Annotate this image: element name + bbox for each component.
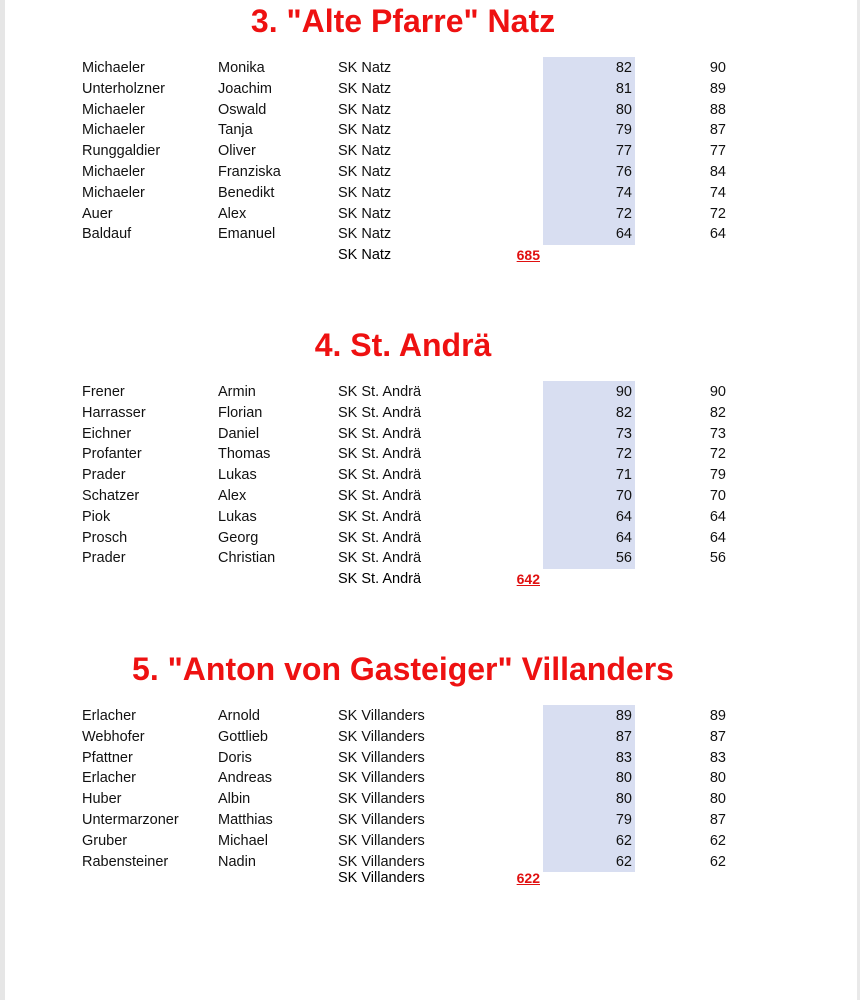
first-name-cell: Nadin <box>218 853 256 870</box>
last-name-cell: Profanter <box>82 446 142 463</box>
last-name-cell: Untermarzoner <box>82 812 179 828</box>
section-title: 5. "Anton von Gasteiger" Villanders <box>132 651 674 687</box>
club-cell: SK Villanders <box>338 812 425 828</box>
last-name-cell: Gruber <box>82 832 128 849</box>
first-name-cell: Joachim <box>218 80 272 97</box>
first-name-cell: Georg <box>218 529 259 546</box>
score-1-cell: 62 <box>615 853 632 870</box>
first-name-cell: Alex <box>218 205 247 222</box>
club-cell: SK Natz <box>338 122 392 139</box>
score-1-cell: 73 <box>615 425 632 442</box>
score-1-cell: 64 <box>615 529 632 546</box>
score-2-cell: 79 <box>709 467 726 484</box>
first-name-cell: Thomas <box>218 446 271 463</box>
score-1-cell: 82 <box>615 60 632 76</box>
club-cell: SK Villanders <box>338 832 425 849</box>
club-cell: SK Natz <box>338 184 392 201</box>
first-name-cell: Alex <box>218 488 247 504</box>
last-name-cell: Webhofer <box>82 728 145 745</box>
last-name-cell: Michaeler <box>82 184 145 201</box>
score-1-cell: 80 <box>615 791 632 808</box>
score-1-cell: 72 <box>615 446 632 463</box>
club-cell: SK St. Andrä <box>338 488 422 504</box>
team-total-row <box>0 569 860 590</box>
first-name-cell: Monika <box>218 60 265 76</box>
score-1-cell: 90 <box>615 384 632 400</box>
club-cell: SK Natz <box>338 205 392 222</box>
last-name-cell: Auer <box>82 205 113 222</box>
table-row <box>0 831 860 852</box>
score-2-cell: 80 <box>709 791 726 808</box>
total-club-cell: SK St. Andrä <box>338 571 422 588</box>
club-cell: SK Villanders <box>338 770 425 787</box>
table-row <box>0 100 860 121</box>
team-total-score: 642 <box>516 571 540 588</box>
first-name-cell: Daniel <box>218 425 260 442</box>
last-name-cell: Huber <box>82 791 122 808</box>
score-2-cell: 87 <box>709 728 726 745</box>
table-row <box>0 403 860 424</box>
last-name-cell: Runggaldier <box>82 143 161 160</box>
score-2-cell: 70 <box>709 488 726 504</box>
score-2-cell: 84 <box>709 164 726 180</box>
score-2-cell: 90 <box>709 384 726 400</box>
score-1-cell: 56 <box>615 550 632 567</box>
club-cell: SK St. Andrä <box>338 508 422 525</box>
score-1-cell: 62 <box>615 832 632 849</box>
last-name-cell: Michaeler <box>82 101 145 118</box>
first-name-cell: Oliver <box>218 143 256 160</box>
table-row <box>0 141 860 162</box>
last-name-cell: Frener <box>82 384 125 400</box>
score-1-cell: 83 <box>615 749 632 766</box>
score-2-cell: 62 <box>709 832 726 849</box>
score-2-cell: 89 <box>709 708 726 724</box>
club-cell: SK St. Andrä <box>338 425 422 442</box>
last-name-cell: Baldauf <box>82 226 132 243</box>
last-name-cell: Piok <box>82 508 111 525</box>
score-2-cell: 64 <box>709 226 726 243</box>
score-1-cell: 87 <box>615 728 632 745</box>
first-name-cell: Andreas <box>218 770 273 787</box>
table-row <box>0 789 860 810</box>
team-total-score: 685 <box>516 247 540 264</box>
score-1-cell: 79 <box>615 122 632 139</box>
last-name-cell: Schatzer <box>82 488 140 504</box>
score-1-cell: 70 <box>615 488 632 504</box>
table-row <box>0 810 860 831</box>
club-cell: SK Villanders <box>338 749 425 766</box>
table-row <box>0 58 860 79</box>
score-1-cell: 64 <box>615 508 632 525</box>
table-row <box>0 727 860 748</box>
first-name-cell: Lukas <box>218 508 257 525</box>
club-cell: SK Villanders <box>338 853 425 870</box>
club-cell: SK Natz <box>338 143 392 160</box>
section-title: 3. "Alte Pfarre" Natz <box>250 3 556 39</box>
last-name-cell: Rabensteiner <box>82 853 169 870</box>
total-club-cell: SK Natz <box>338 247 392 264</box>
club-cell: SK St. Andrä <box>338 384 422 400</box>
score-1-cell: 82 <box>615 404 632 421</box>
score-1-cell: 80 <box>615 770 632 787</box>
table-row <box>0 204 860 225</box>
table-row <box>0 183 860 204</box>
first-name-cell: Franziska <box>218 164 281 180</box>
first-name-cell: Michael <box>218 832 268 849</box>
club-cell: SK Natz <box>338 226 392 243</box>
club-cell: SK Villanders <box>338 728 425 745</box>
score-2-cell: 88 <box>709 101 726 118</box>
last-name-cell: Erlacher <box>82 770 136 787</box>
club-cell: SK Natz <box>338 60 392 76</box>
score-2-cell: 89 <box>709 80 726 97</box>
first-name-cell: Emanuel <box>218 226 276 243</box>
score-1-cell: 89 <box>615 708 632 724</box>
table-row <box>0 79 860 100</box>
score-2-cell: 64 <box>709 529 726 546</box>
score-1-cell: 72 <box>615 205 632 222</box>
first-name-cell: Tanja <box>218 122 253 139</box>
club-cell: SK Natz <box>338 101 392 118</box>
club-cell: SK Villanders <box>338 791 425 808</box>
table-row <box>0 382 860 403</box>
first-name-cell: Florian <box>218 404 263 421</box>
first-name-cell: Christian <box>218 550 276 567</box>
score-2-cell: 62 <box>709 853 726 870</box>
team-total-score: 622 <box>516 869 540 886</box>
score-2-cell: 77 <box>709 143 726 160</box>
table-row <box>0 507 860 528</box>
score-2-cell: 72 <box>709 446 726 463</box>
score-2-cell: 87 <box>709 812 726 828</box>
first-name-cell: Matthias <box>218 812 273 828</box>
last-name-cell: Prosch <box>82 529 128 546</box>
total-club-cell: SK Villanders <box>338 869 425 886</box>
club-cell: SK St. Andrä <box>338 446 422 463</box>
table-row <box>0 465 860 486</box>
team-total-row <box>0 868 860 889</box>
score-2-cell: 72 <box>709 205 726 222</box>
score-1-cell: 80 <box>615 101 632 118</box>
table-row <box>0 748 860 769</box>
table-row <box>0 162 860 183</box>
last-name-cell: Harrasser <box>82 404 146 421</box>
table-row <box>0 424 860 445</box>
section-title: 4. St. Andrä <box>314 327 492 363</box>
score-2-cell: 80 <box>709 770 726 787</box>
score-2-cell: 82 <box>709 404 726 421</box>
first-name-cell: Benedikt <box>218 184 275 201</box>
last-name-cell: Pfattner <box>82 749 133 766</box>
score-2-cell: 74 <box>709 184 726 201</box>
first-name-cell: Armin <box>218 384 256 400</box>
table-row <box>0 706 860 727</box>
club-cell: SK St. Andrä <box>338 404 422 421</box>
table-row <box>0 528 860 549</box>
table-row <box>0 444 860 465</box>
club-cell: SK St. Andrä <box>338 467 422 484</box>
first-name-cell: Arnold <box>218 708 260 724</box>
club-cell: SK Natz <box>338 164 392 180</box>
first-name-cell: Oswald <box>218 101 267 118</box>
last-name-cell: Prader <box>82 550 126 567</box>
score-1-cell: 76 <box>615 164 632 180</box>
club-cell: SK St. Andrä <box>338 529 422 546</box>
first-name-cell: Lukas <box>218 467 257 484</box>
score-1-cell: 79 <box>615 812 632 828</box>
last-name-cell: Unterholzner <box>82 80 166 97</box>
score-1-cell: 74 <box>615 184 632 201</box>
last-name-cell: Prader <box>82 467 126 484</box>
table-row <box>0 120 860 141</box>
club-cell: SK St. Andrä <box>338 550 422 567</box>
table-row <box>0 224 860 245</box>
last-name-cell: Michaeler <box>82 60 145 76</box>
score-2-cell: 90 <box>709 60 726 76</box>
team-total-row <box>0 245 860 266</box>
club-cell: SK Natz <box>338 80 392 97</box>
last-name-cell: Michaeler <box>82 164 145 180</box>
score-2-cell: 73 <box>709 425 726 442</box>
table-row <box>0 548 860 569</box>
last-name-cell: Erlacher <box>82 708 136 724</box>
score-1-cell: 77 <box>615 143 632 160</box>
score-2-cell: 64 <box>709 508 726 525</box>
first-name-cell: Doris <box>218 749 252 766</box>
table-row <box>0 768 860 789</box>
first-name-cell: Gottlieb <box>218 728 268 745</box>
table-row <box>0 486 860 507</box>
score-2-cell: 83 <box>709 749 726 766</box>
last-name-cell: Eichner <box>82 425 132 442</box>
club-cell: SK Villanders <box>338 708 425 724</box>
score-1-cell: 81 <box>615 80 632 97</box>
score-2-cell: 87 <box>709 122 726 139</box>
last-name-cell: Michaeler <box>82 122 145 139</box>
score-1-cell: 71 <box>615 467 632 484</box>
first-name-cell: Albin <box>218 791 251 808</box>
score-1-cell: 64 <box>615 226 632 243</box>
score-2-cell: 56 <box>709 550 726 567</box>
